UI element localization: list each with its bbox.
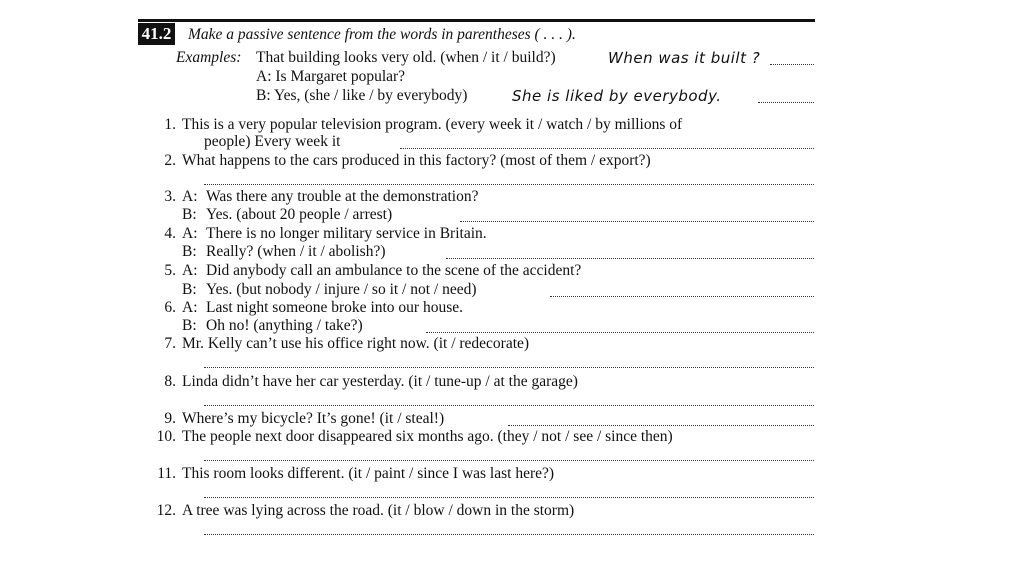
answer-line-7[interactable] bbox=[204, 367, 814, 368]
instruction: Make a passive sentence from the words in parentheses ( . . . ). bbox=[188, 26, 576, 43]
item-2: 2. What happens to the cars produced in this factory? (most of them / export?) bbox=[164, 152, 651, 169]
header-rule bbox=[138, 19, 815, 22]
examples-label: Examples: bbox=[176, 49, 242, 66]
answer-line bbox=[758, 102, 814, 103]
item-4-a: 4. A: There is no longer military service in Britain. bbox=[164, 225, 487, 242]
item-11: 11. This room looks different. (it / paint / since I was last here?) bbox=[157, 465, 555, 482]
example-2-a: A: Is Margaret popular? bbox=[256, 68, 406, 85]
answer-line-9[interactable] bbox=[508, 425, 814, 426]
item-3-a: 3. A: Was there any trouble at the demonstration? bbox=[164, 188, 479, 205]
item-12: 12. A tree was lying across the road. (it / blow / down in the storm) bbox=[156, 502, 575, 519]
item-9: 9. Where’s my bicycle? It’s gone! (it / steal!) bbox=[164, 410, 445, 427]
answer-line-10[interactable] bbox=[204, 460, 814, 461]
answer-line-8[interactable] bbox=[204, 405, 814, 406]
answer-line-3[interactable] bbox=[460, 221, 814, 222]
answer-line-2[interactable] bbox=[204, 184, 814, 185]
item-3-b: B: Yes. (about 20 people / arrest) bbox=[182, 206, 393, 223]
answer-line-5[interactable] bbox=[550, 296, 814, 297]
answer-line-12[interactable] bbox=[204, 534, 814, 535]
example-1: That building looks very old. (when / it / build?) bbox=[256, 49, 556, 66]
item-1: 1. This is a very popular television program. (every week it / watch / by millions of bbox=[164, 116, 683, 133]
item-5-a: 5. A: Did anybody call an ambulance to the scene of the accident? bbox=[164, 262, 582, 279]
exercise-number: 41.2 bbox=[138, 23, 175, 45]
example-2-answer: She is liked by everybody. bbox=[512, 87, 722, 105]
example-1-answer: When was it built ? bbox=[608, 49, 761, 67]
item-4-b: B: Really? (when / it / abolish?) bbox=[182, 243, 386, 260]
item-8: 8. Linda didn’t have her car yesterday. (it / tune-up / at the garage) bbox=[164, 373, 578, 390]
answer-line-11[interactable] bbox=[204, 497, 814, 498]
item-7: 7. Mr. Kelly can’t use his office right now. (it / redecorate) bbox=[164, 335, 530, 352]
item-5-b: B: Yes. (but nobody / injure / so it / not / need) bbox=[182, 281, 477, 298]
item-6-a: 6. A: Last night someone broke into our house. bbox=[164, 299, 463, 316]
item-10: 10. The people next door disappeared six months ago. (they / not / see / since then) bbox=[156, 428, 673, 445]
answer-line bbox=[770, 64, 814, 65]
example-2-b: B: Yes, (she / like / by everybody) bbox=[256, 87, 468, 104]
answer-line-4[interactable] bbox=[446, 258, 814, 259]
answer-line-1[interactable] bbox=[400, 148, 814, 149]
answer-line-6[interactable] bbox=[426, 332, 814, 333]
item-6-b: B: Oh no! (anything / take?) bbox=[182, 317, 363, 334]
item-1-cont: people) Every week it bbox=[204, 133, 341, 150]
